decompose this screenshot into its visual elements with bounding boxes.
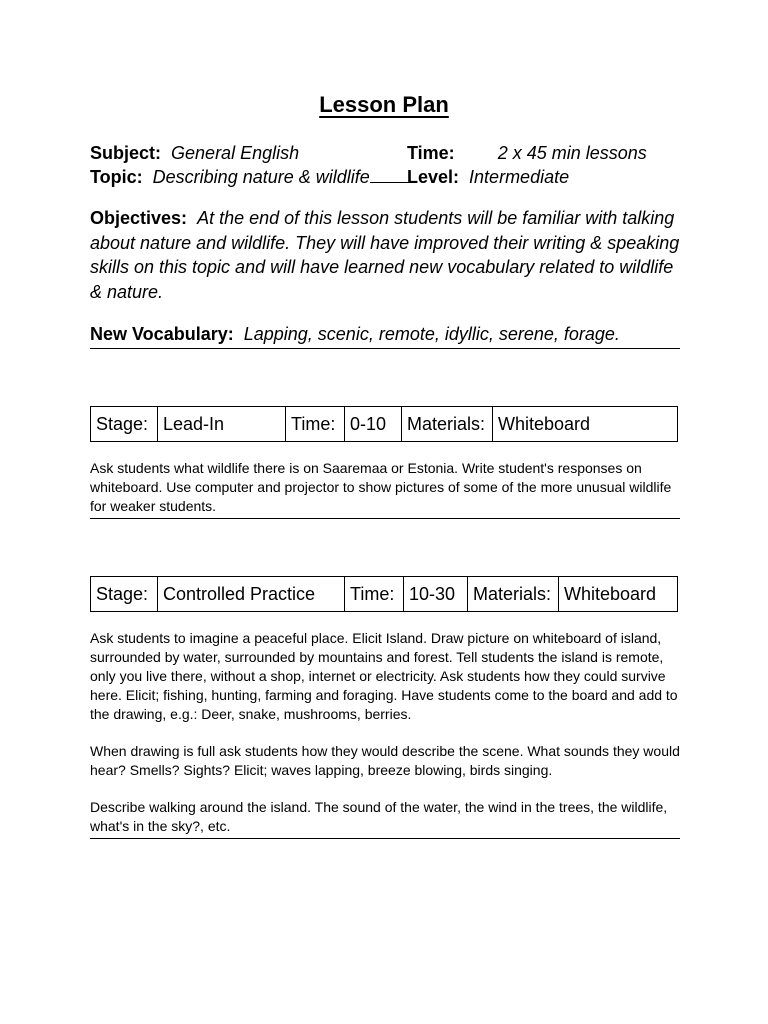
time-label-cell: Time: — [286, 407, 345, 442]
time-value-cell: 10-30 — [404, 577, 468, 612]
subject-label: Subject: — [90, 143, 162, 163]
page-title: Lesson Plan — [319, 92, 449, 117]
time-label-cell: Time: — [345, 577, 404, 612]
materials-value-cell: Whiteboard — [559, 577, 678, 612]
topic-row — [90, 165, 410, 189]
time-label: Time: — [407, 143, 455, 163]
vocabulary-text: Lapping, scenic, remote, idyllic, serene, forage. — [243, 324, 620, 344]
time-value-cell: 0-10 — [345, 407, 402, 442]
stage-note-paragraph: When drawing is full ask students how they would describe the scene. What sounds they would hear? Smells? Sights? Elicit; waves lapping, breeze blowing, birds singing. — [90, 743, 680, 778]
vocabulary-block — [90, 322, 680, 346]
section-divider — [90, 348, 680, 349]
subject-row — [90, 141, 299, 165]
section-divider — [90, 518, 680, 519]
time-row — [407, 141, 647, 165]
stage-table-row — [91, 407, 678, 442]
level-row — [407, 165, 569, 189]
stage-notes-controlled-practice — [90, 629, 682, 854]
stage-label-cell: Stage: — [91, 577, 158, 612]
time-value: 2 x 45 min lessons — [497, 143, 647, 163]
materials-label-cell: Materials: — [468, 577, 559, 612]
stage-table-lead-in — [90, 406, 678, 442]
stage-note-paragraph: Ask students to imagine a peaceful place. Elicit Island. Draw picture on whiteboard of island, surrounded by water, surrounded by mountains and forest. Tell students the island is remote, only you live there, without a shop, internet or electricity. Ask students how they could survive here. Elicit; fishing, hunting, farming and foraging. Have students come to the board and add to the drawing, e.g.: Deer, snake, mushrooms, berries. — [90, 630, 678, 722]
stage-notes-lead-in — [90, 459, 682, 534]
stage-table-row — [91, 577, 678, 612]
section-divider — [90, 838, 680, 839]
topic-blank-line — [370, 166, 410, 183]
materials-label-cell: Materials: — [402, 407, 493, 442]
stage-value-cell: Controlled Practice — [158, 577, 345, 612]
stage-table-controlled-practice — [90, 576, 678, 612]
objectives-block — [90, 206, 690, 304]
level-label: Level: — [407, 167, 460, 187]
stage-note-paragraph: Ask students what wildlife there is on Saaremaa or Estonia. Write student's responses on whiteboard. Use computer and projector to show pictures of some of the more unusual wildlife for weaker students. — [90, 460, 672, 514]
topic-value: Describing nature & wildlife — [152, 167, 370, 187]
topic-label: Topic: — [90, 167, 143, 187]
stage-value-cell: Lead-In — [158, 407, 286, 442]
objectives-text: At the end of this lesson students will be familiar with talking about nature and wildlife. They will have improved their writing & speaking skills on this topic and will have learned new vocabulary related to wildlife & nature. — [90, 208, 680, 302]
stage-label-cell: Stage: — [91, 407, 158, 442]
objectives-label: Objectives: — [90, 208, 188, 228]
level-value: Intermediate — [469, 167, 570, 187]
subject-value: General English — [171, 143, 300, 163]
vocabulary-label: New Vocabulary: — [90, 324, 234, 344]
stage-note-paragraph: Describe walking around the island. The sound of the water, the wind in the trees, the wildlife, what's in the sky?, etc. — [90, 799, 668, 834]
materials-value-cell: Whiteboard — [493, 407, 678, 442]
